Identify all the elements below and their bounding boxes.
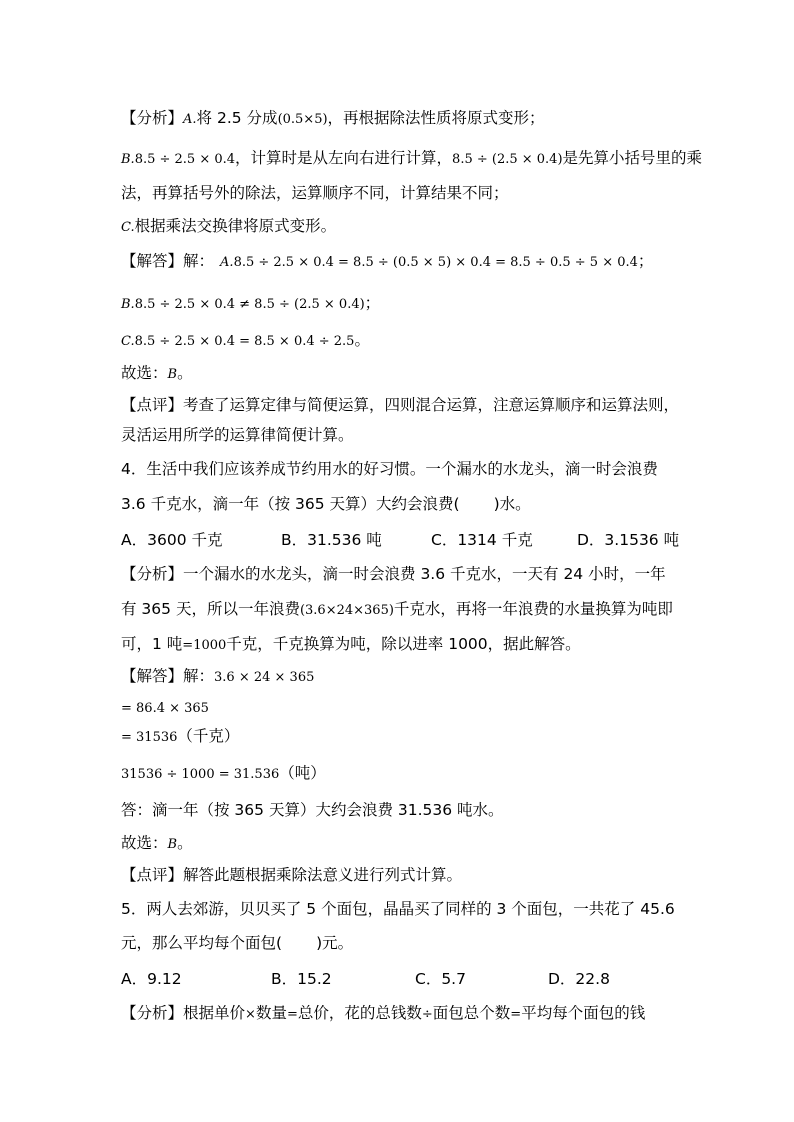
q3-answer-a [121, 251, 653, 273]
comment-tag: 【点评】 [121, 866, 184, 884]
text: 元，那么平均每个面包( [121, 934, 283, 952]
text: ； [364, 294, 381, 312]
option-c: C．1314 千克 [431, 531, 533, 549]
option-b: B．15.2 [271, 970, 332, 988]
text: 根据乘法交换律将原式变形。 [134, 217, 337, 235]
q4-calc-convert [121, 763, 326, 785]
q3-analysis-a [121, 108, 545, 130]
math-expression: = 31536 [121, 730, 178, 745]
operator: ÷ [421, 1007, 433, 1022]
text: 解： [183, 667, 215, 685]
text: 数量 [255, 1004, 287, 1022]
q4-calc-step: = 86.4 × 365 [121, 701, 209, 716]
q3-analysis-c [121, 216, 336, 238]
q4-analysis-cont2 [121, 634, 581, 656]
unit: （吨） [279, 764, 326, 782]
text: 面包总个数 [432, 1004, 511, 1022]
q5-options [121, 969, 610, 989]
answer-tag: 【解答】 [121, 252, 184, 270]
math-expression: 8.5 ÷ 2.5 × 0.4 [134, 152, 236, 167]
option-letter: B. [121, 152, 135, 167]
text: 。 [177, 834, 193, 852]
answer-tag: 【解答】 [121, 667, 184, 685]
option-c: C．5.7 [415, 970, 466, 988]
analysis-tag: 【分析】 [121, 109, 184, 127]
math-expression: 31536 ÷ 1000 = 31.536 [121, 767, 280, 782]
q4-analysis [121, 564, 666, 584]
option-a: A．9.12 [121, 970, 182, 988]
option-d: D．22.8 [548, 970, 610, 988]
q3-analysis-b [121, 148, 702, 170]
choice-letter: B [167, 837, 178, 852]
math-expression: 3.6 × 24 × 365 [214, 670, 315, 685]
text: 可，1 吨 [121, 635, 183, 653]
math-expression: (3.6×24×365) [299, 603, 394, 618]
q5-stem-cont [121, 933, 353, 953]
text: )元。 [316, 934, 354, 952]
text: 是先算小括号里的乘 [562, 149, 703, 167]
q4-reply: 答：滴一年（按 365 天算）大约会浪费 31.536 吨水。 [121, 801, 504, 819]
text: 根据单价 [183, 1004, 246, 1022]
option-letter: B. [121, 297, 135, 312]
math-expression: 8.5 ÷ 2.5 × 0.4 ≠ 8.5 ÷ (2.5 × 0.4) [134, 297, 365, 312]
math-expression: (0.5×5) [277, 112, 328, 127]
text: ； [637, 252, 654, 270]
analysis-tag: 【分析】 [121, 1004, 184, 1022]
operator: × [245, 1007, 256, 1022]
q4-calc-result [121, 726, 239, 748]
q5-stem: 5．两人去郊游，贝贝买了 5 个面包，晶晶买了同样的 3 个面包，一共花了 45.6 [121, 900, 675, 918]
text: )水。 [493, 495, 531, 513]
math-expression: 8.5 ÷ (2.5 × 0.4) [452, 152, 563, 167]
q3-choice [121, 363, 193, 385]
option-letter: A. [220, 255, 234, 270]
text: ，再根据除法性质将原式变形； [327, 109, 545, 127]
q3-comment [121, 395, 679, 415]
q3-answer-b [121, 293, 380, 315]
q4-answer [121, 666, 314, 688]
math-expression: 8.5 ÷ 2.5 × 0.4 = 8.5 ÷ (0.5 × 5) × 0.4 = 8.5 ÷ 0.5 ÷ 5 × 0.4 [233, 255, 638, 270]
operator: = [510, 1007, 522, 1022]
text: 一个漏水的水龙头，滴一时会浪费 3.6 千克水，一天有 24 小时，一年 [183, 565, 666, 583]
text: 考查了运算定律与简便运算，四则混合运算，注意运算顺序和运算法则， [183, 396, 680, 414]
option-d: D．3.1536 吨 [577, 531, 680, 549]
text: 千克水，再将一年浪费的水量换算为吨即 [393, 600, 673, 618]
text: 。 [177, 364, 193, 382]
q4-analysis-cont [121, 599, 673, 621]
text: 。 [354, 331, 370, 349]
unit: （千克） [177, 727, 240, 745]
option-b: B．31.536 吨 [281, 531, 382, 549]
q3-analysis-b-cont: 法，再算括号外的除法，运算顺序不同，计算结果不同； [121, 184, 509, 202]
text: 3.6 千克水，滴一年（按 365 天算）大约会浪费( [121, 495, 460, 513]
q4-options [121, 530, 679, 550]
text: 总价，花的总钱数 [297, 1004, 422, 1022]
text: ，计算时是从左向右进行计算， [235, 149, 453, 167]
text: 将 2.5 分成 [196, 109, 278, 127]
choice-letter: B [167, 367, 178, 382]
option-letter: C. [121, 220, 135, 235]
q4-comment [121, 865, 462, 885]
option-letter: C. [121, 334, 135, 349]
text: 解： [183, 252, 215, 270]
q3-answer-c [121, 330, 370, 352]
q5-analysis [121, 1003, 645, 1025]
q4-stem-cont [121, 494, 531, 514]
operator: = [286, 1007, 298, 1022]
math-expression: 8.5 ÷ 2.5 × 0.4 = 8.5 × 0.4 ÷ 2.5 [134, 334, 355, 349]
q3-comment-cont: 灵活运用所学的运算律简便计算。 [121, 426, 354, 444]
option-a: A．3600 千克 [121, 531, 223, 549]
q4-choice [121, 833, 193, 855]
comment-tag: 【点评】 [121, 396, 184, 414]
choice-label: 故选： [121, 364, 168, 382]
analysis-tag: 【分析】 [121, 565, 184, 583]
text: 平均每个面包的钱 [521, 1004, 646, 1022]
q4-stem: 4．生活中我们应该养成节约用水的好习惯。一个漏水的水龙头，滴一时会浪费 [121, 460, 658, 478]
option-letter: A. [183, 112, 197, 127]
text: 有 365 天，所以一年浪费 [121, 600, 300, 618]
choice-label: 故选： [121, 834, 168, 852]
text: 解答此题根据乘除法意义进行列式计算。 [183, 866, 463, 884]
text: 千克，千克换算为吨，除以进率 1000，据此解答。 [226, 635, 581, 653]
math-expression: =1000 [182, 638, 227, 653]
